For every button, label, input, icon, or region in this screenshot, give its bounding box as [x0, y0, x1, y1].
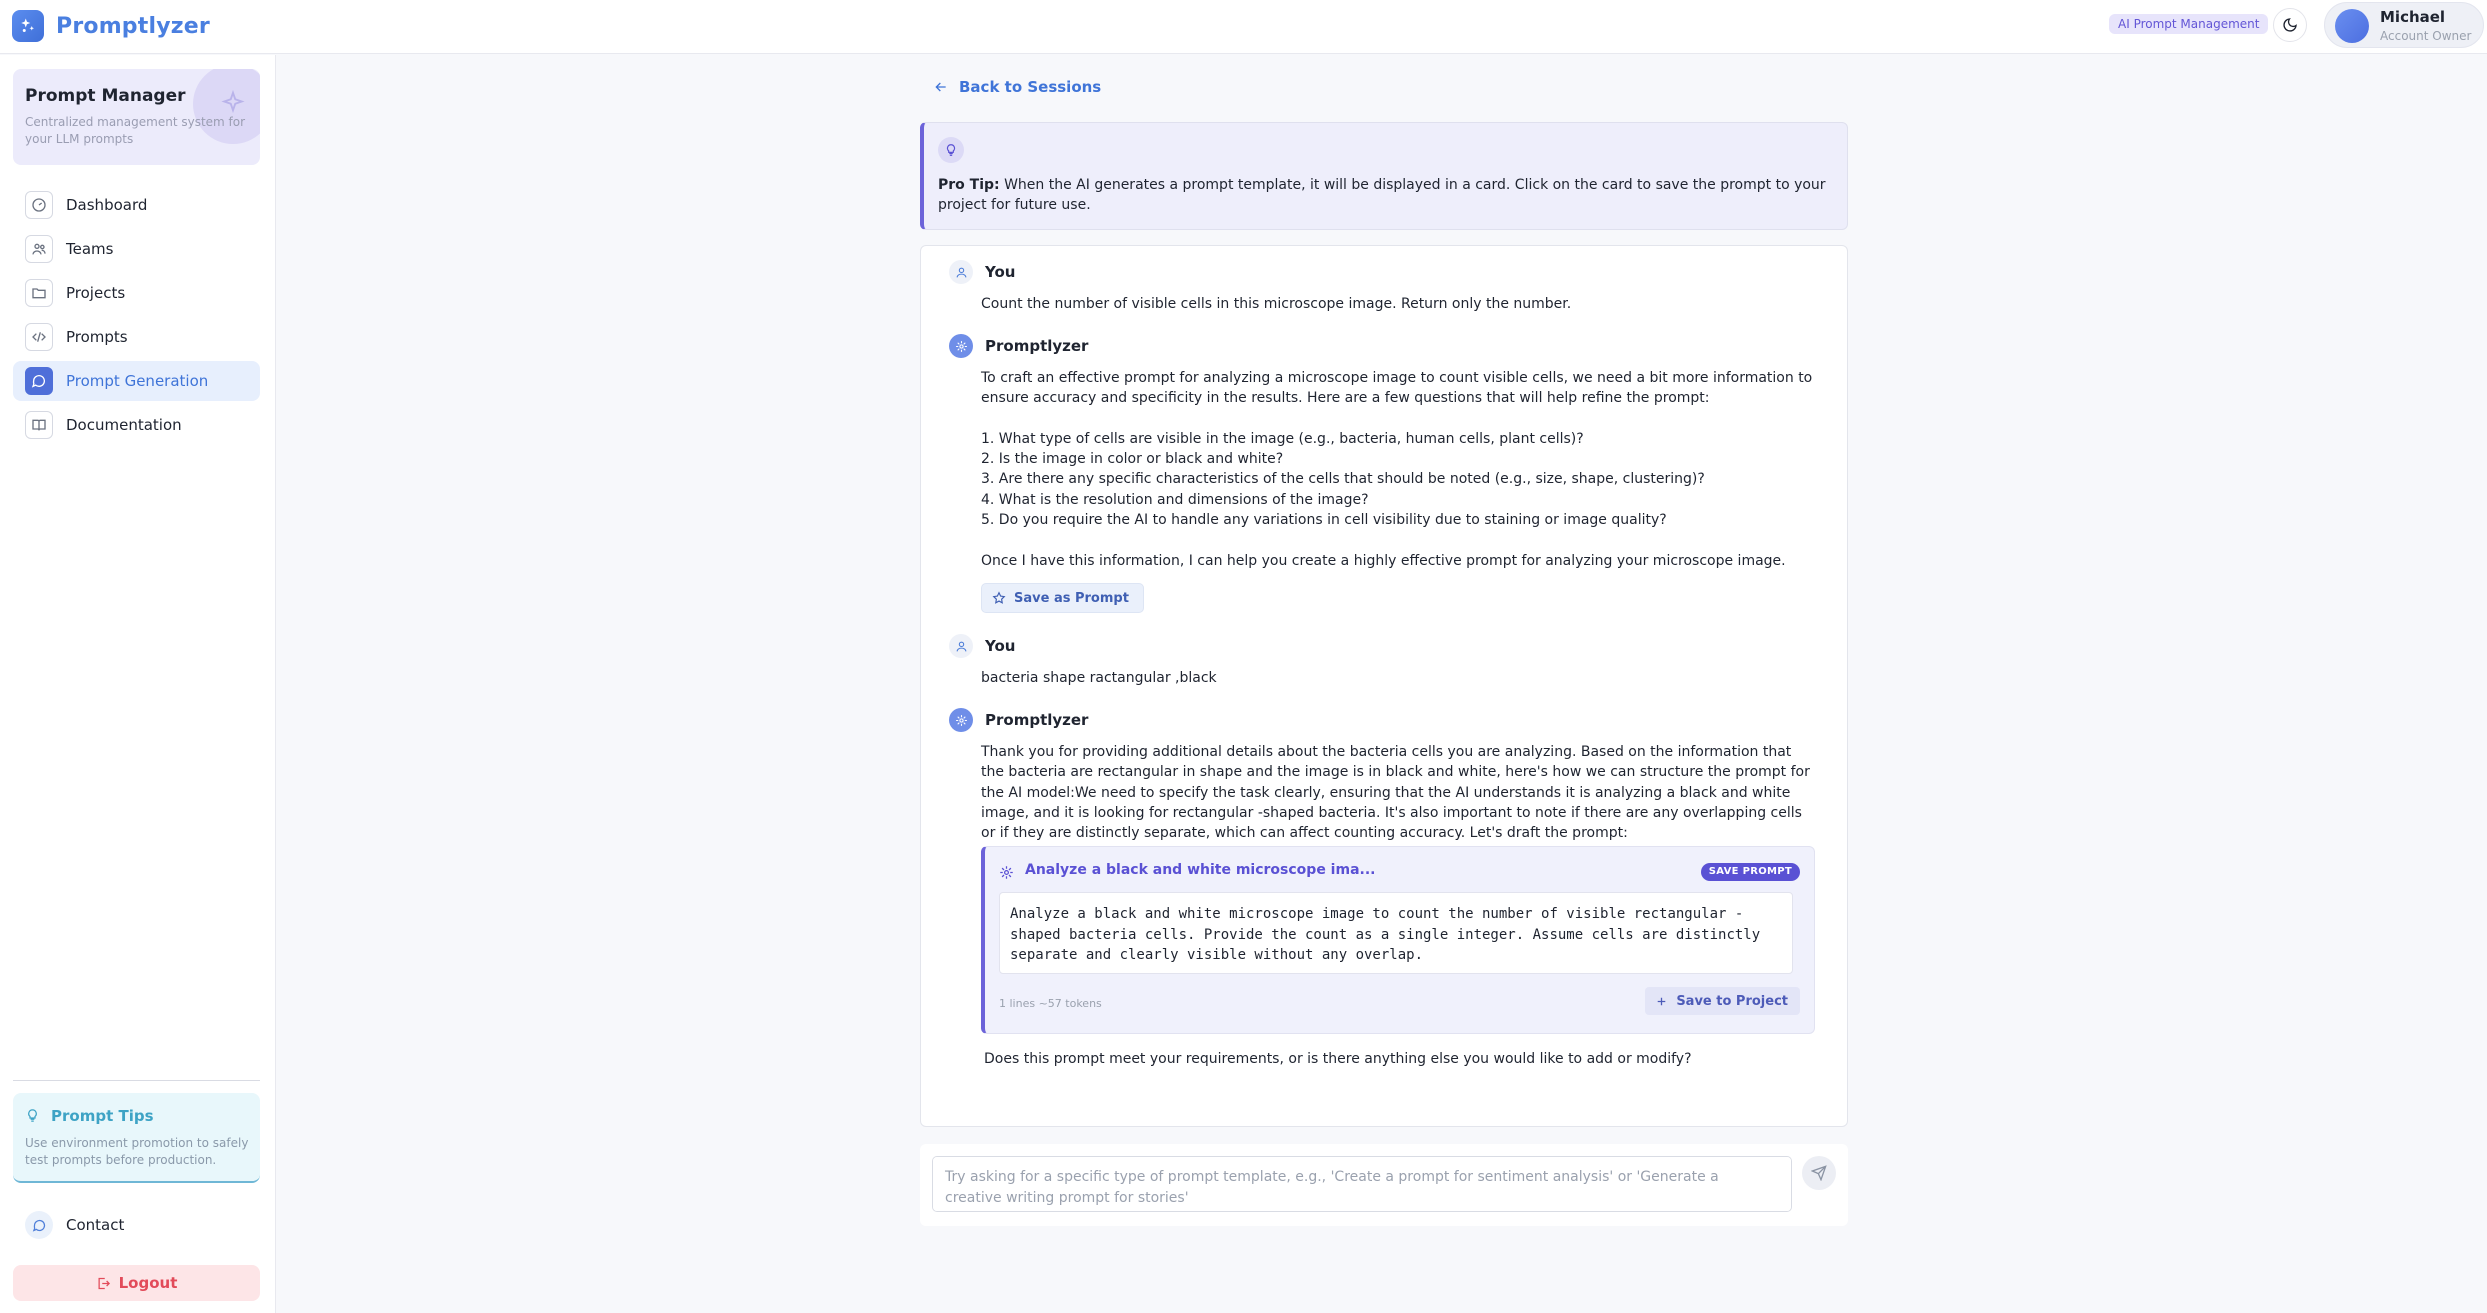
message-text: Does this prompt meet your requirements, or is there anything else you would like to add or modify?: [984, 1051, 1692, 1067]
contact-link[interactable]: [13, 1205, 260, 1245]
message-circle-icon: [25, 1211, 53, 1239]
user-icon: [949, 634, 973, 658]
folder-icon: [25, 279, 53, 307]
user-icon: [949, 260, 973, 284]
sidebar-item-teams[interactable]: [13, 229, 260, 269]
user-name: Michael: [2380, 8, 2446, 26]
sidebar-item-documentation[interactable]: [13, 405, 260, 445]
sidebar-item-label: Teams: [66, 240, 114, 258]
brand[interactable]: [12, 10, 210, 42]
prompt-card-title: Analyze a black and white microscope ima...: [1025, 862, 1376, 878]
sidebar-item-label: Prompts: [66, 328, 128, 346]
save-to-project-button[interactable]: [1645, 987, 1800, 1015]
logout-button[interactable]: [13, 1265, 260, 1301]
user-role: Account Owner: [2380, 29, 2472, 43]
brand-name: Promptlyzer: [56, 13, 210, 39]
header-badge: AI Prompt Management: [2109, 14, 2268, 34]
arrow-left-icon: [933, 79, 949, 95]
message-author: You: [985, 637, 1016, 655]
sidebar-item-label: Prompt Generation: [66, 372, 209, 390]
sidebar-item-label: Projects: [66, 284, 126, 302]
bot-icon: [949, 708, 973, 732]
save-as-prompt-button[interactable]: [981, 583, 1144, 613]
save-to-project-label: Save to Project: [1676, 993, 1788, 1009]
prompt-card-meta: 1 lines ~57 tokens: [999, 997, 1102, 1010]
sidebar-divider: [13, 1080, 260, 1081]
users-icon: [25, 235, 53, 263]
user-menu[interactable]: [2324, 2, 2484, 48]
contact-label: Contact: [66, 1216, 125, 1234]
top-bar: [0, 0, 2487, 54]
sidebar-item-dashboard[interactable]: [13, 185, 260, 225]
sparkles-logo-icon: [12, 10, 44, 42]
back-label: Back to Sessions: [959, 78, 1102, 96]
message-header: [949, 334, 1088, 358]
send-icon: [1811, 1165, 1827, 1181]
save-as-prompt-label: Save as Prompt: [1014, 590, 1129, 606]
message-text: To craft an effective prompt for analyzing a microscope image to count visible cells, we need a bit more information to ensure accuracy and specificity in the results. Here are a few questions that will help refine the prompt: 1. What type of cells are visible in the image (e.g., bacteria, human cells, plant cells)? 2. Is the image in color or black and white? 3. Are there any specific characteristics of the cells that should be noted (e.g., size, shape, clustering)? 4. What is the resolution and dimensions of the image? 5. Do you require the AI to handle any variations in cell visibility due to staining or image quality? Once I have this information, I can help you create a highly effective prompt for analyzing your microscope image.: [981, 370, 1813, 569]
prompt-tips-title: Prompt Tips: [51, 1107, 154, 1125]
message-author: Promptlyzer: [985, 337, 1089, 355]
sparkle-icon: [999, 865, 1014, 884]
prompt-card-code: Analyze a black and white microscope image to count the number of visible rectangular - shaped bacteria cells. Provide the count as a single integer. Assume cells are distinctly separate and clearly visible without any overlap.: [999, 892, 1793, 974]
star-icon: [992, 591, 1006, 605]
back-to-sessions-link[interactable]: [933, 78, 1101, 96]
message-author: You: [985, 263, 1016, 281]
prompt-template-card[interactable]: [981, 846, 1815, 1034]
save-prompt-badge[interactable]: SAVE PROMPT: [1701, 863, 1800, 881]
lightbulb-icon: [25, 1108, 40, 1127]
prompt-manager-card: [13, 69, 260, 165]
prompt-manager-description: Centralized management system for your LLM prompts: [25, 115, 246, 146]
sidebar-item-label: Dashboard: [66, 196, 148, 214]
lightbulb-icon: [938, 137, 964, 163]
send-button[interactable]: [1802, 1156, 1836, 1190]
code-icon: [25, 323, 53, 351]
message-header: [949, 708, 1088, 732]
message-header: [949, 260, 1015, 284]
pro-tip-text: [938, 175, 1838, 215]
message-author: Promptlyzer: [985, 711, 1089, 729]
gauge-icon: [25, 191, 53, 219]
prompt-manager-title: Prompt Manager: [25, 86, 186, 106]
book-icon: [25, 411, 53, 439]
prompt-tips-card: [13, 1093, 260, 1183]
moon-icon: [2282, 17, 2298, 33]
message-text: bacteria shape ractangular ,black: [981, 670, 1217, 686]
message-text: Thank you for providing additional details about the bacteria cells you are analyzing. Based on the information that the bacteria are rectangular in shape and the image is in black and white, here's how we can structure the prompt for the AI model:We need to specify the task clearly, ensuring that the AI understands it is analyzing a black and white image, and it is looking for rectangular -shaped bacteria. It's also important to note if there are any overlapping cells or if they are distinctly separate, which can affect counting accuracy. Let's draft the prompt:: [981, 744, 1815, 842]
pro-tip-label: Pro Tip:: [938, 177, 1000, 193]
pro-tip-banner: [920, 122, 1848, 230]
prompt-input[interactable]: [932, 1156, 1792, 1212]
avatar: [2335, 9, 2369, 43]
plus-icon: [1655, 995, 1668, 1008]
chat-icon: [25, 367, 53, 395]
message-composer: [920, 1144, 1848, 1226]
pro-tip-body: When the AI generates a prompt template, it will be displayed in a card. Click on the card to save the prompt to your project for future use.: [938, 177, 1826, 213]
sidebar-item-label: Documentation: [66, 416, 182, 434]
sidebar-item-projects[interactable]: [13, 273, 260, 313]
theme-toggle-button[interactable]: [2273, 8, 2307, 42]
sidebar-item-prompt-generation[interactable]: [13, 361, 260, 401]
message-text: Count the number of visible cells in this microscope image. Return only the number.: [981, 296, 1572, 312]
sidebar-item-prompts[interactable]: [13, 317, 260, 357]
sidebar: [0, 55, 276, 1313]
sidebar-nav: [13, 185, 260, 449]
message-header: [949, 634, 1015, 658]
prompt-tips-text: Use environment promotion to safely test prompts before production.: [25, 1136, 249, 1167]
logout-icon: [96, 1276, 111, 1291]
chat-panel: [920, 245, 1848, 1127]
bot-icon: [949, 334, 973, 358]
logout-label: Logout: [118, 1274, 178, 1292]
